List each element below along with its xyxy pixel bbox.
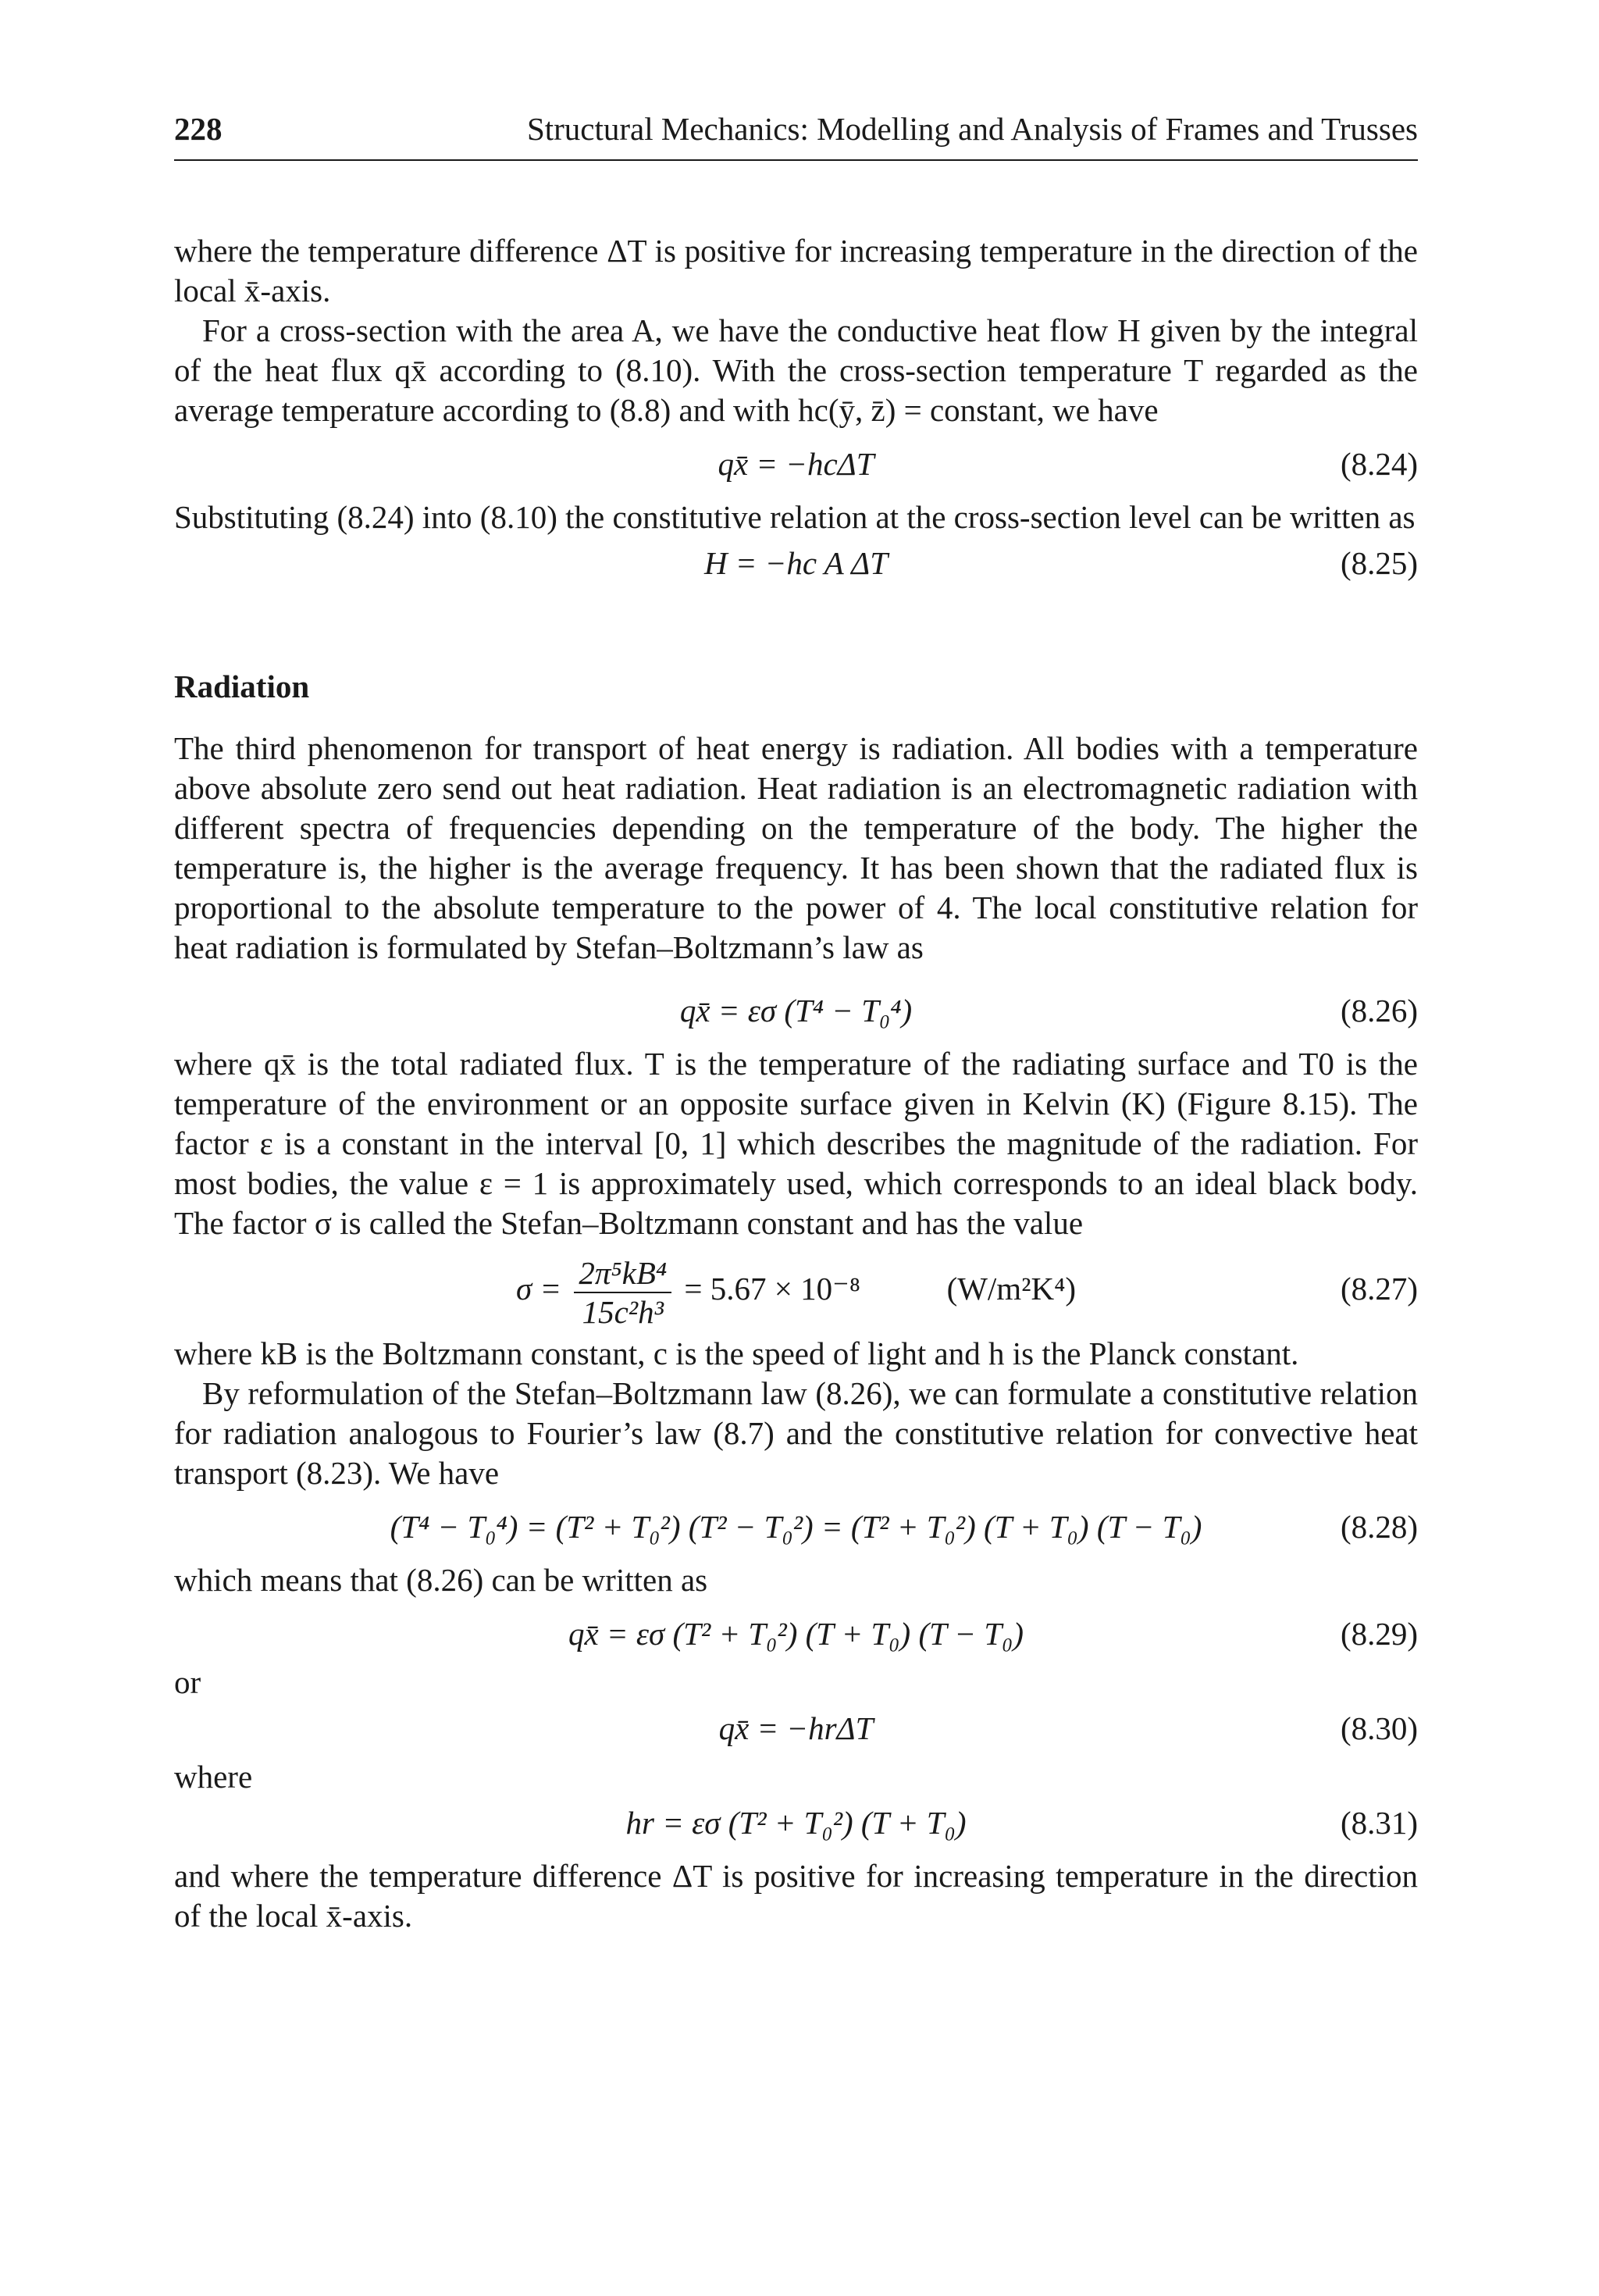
equation-8-28-expression: (T⁴ − T₀⁴) = (T² + T₀²) (T² − T₀²) = (T² + T₀²) (T + T₀) (T − T₀) [390,1509,1202,1545]
equation-8-24-number: (8.24) [1340,446,1418,482]
equation-8-24 [174,438,1418,490]
page [174,109,1418,1936]
word-where: where [174,1759,253,1795]
equation-8-27 [174,1243,1418,1334]
equation-8-27-number: (8.27) [1340,1271,1418,1307]
paragraph-radiated-flux: where qx̄ is the total radiated flux. T is the temperature of the radiating surface and T0 is the temperature of the environment or an opposite surface given in Kelvin (K) (Figure 8.15). The factor ε is a constant in the interval [0, 1] which describes the magnitude of the radiation. For most bodies, the value ε = 1 is approximately used, which corresponds to an ideal black body. The factor σ is called the Stefan–Boltzmann constant and has the value [174,1046,1418,1241]
equation-8-30 [174,1702,1418,1754]
equation-8-28-number: (8.28) [1340,1509,1418,1545]
equation-8-30-expression: qx̄ = −hrΔT [718,1710,874,1746]
equation-8-27-denominator: 15c²h³ [582,1293,664,1330]
paragraph-reformulation: By reformulation of the Stefan–Boltzmann law (8.26), we can formulate a constitutive relation for radiation analogous to Fourier’s law (8.7) and the constitutive relation for convective heat transport (8.23). We have [174,1375,1418,1491]
equation-8-24-expression: qx̄ = −hcΔT [718,446,874,482]
equation-8-31 [174,1797,1418,1849]
paragraph-substituting: Substituting (8.24) into (8.10) the constitutive relation at the cross-section level can be written as [174,499,1416,535]
equation-8-25-number: (8.25) [1340,545,1418,581]
equation-8-25-expression: H = −hc A ΔT [703,545,889,581]
running-head [174,109,1418,161]
equation-8-26-expression: qx̄ = εσ (T⁴ − T₀⁴) [679,993,913,1029]
equation-8-29-number: (8.29) [1340,1616,1418,1652]
equation-8-29 [174,1608,1418,1660]
equation-8-30-number: (8.30) [1340,1710,1418,1746]
equation-8-28 [174,1501,1418,1553]
section-heading-radiation: Radiation [174,668,310,704]
equation-8-27-fraction [574,1254,671,1331]
paragraph-boltzmann-constant: where kB is the Boltzmann constant, c is the speed of light and h is the Planck constant. [174,1335,1299,1371]
page-number: 228 [174,111,223,147]
paragraph-conductive-heat-flow: For a cross-section with the area A, we have the conductive heat flow H given by the integral of the heat flux qx̄ according to (8.10). With the cross-section temperature T regarded as the average temperature according to (8.8) and with hc(ȳ, z̄) = constant, we have [174,312,1418,428]
equation-8-27-lhs: σ = [515,1271,562,1307]
equation-8-29-expression: qx̄ = εσ (T² + T₀²) (T + T₀) (T − T₀) [568,1616,1024,1652]
equation-8-26 [174,985,1418,1036]
paragraph-which-means: which means that (8.26) can be written as [174,1562,708,1598]
equation-8-26-number: (8.26) [1340,993,1418,1029]
equation-8-25 [174,537,1418,589]
book-title: Structural Mechanics: Modelling and Analysis of Frames and Trusses [526,111,1418,147]
equation-8-31-number: (8.31) [1340,1805,1418,1841]
paragraph-closing-temperature-difference: and where the temperature difference ΔT is positive for increasing temperature in the direction of the local x̄-axis. [174,1858,1418,1934]
word-or: or [174,1664,201,1700]
equation-8-27-unit: (W/m²K⁴) [946,1271,1077,1307]
paragraph-temperature-difference: where the temperature difference ΔT is positive for increasing temperature in the direction of the local x̄-axis. [174,233,1418,308]
equation-8-27-numerator: 2π⁵kB⁴ [574,1254,671,1293]
equation-8-27-rhs: = 5.67 × 10⁻⁸ [684,1271,861,1307]
paragraph-radiation-intro: The third phenomenon for transport of heat energy is radiation. All bodies with a temperature above absolute zero send out heat radiation. Heat radiation is an electromagnetic radiation with different spectra of frequencies depending on the temperature of the body. The higher the temperature is, the higher is the average frequency. It has been shown that the radiated flux is proportional to the absolute temperature to the power of 4. The local constitutive relation for heat radiation is formulated by Stefan–Boltzmann’s law as [174,730,1418,965]
equation-8-31-expression: hr = εσ (T² + T₀²) (T + T₀) [625,1805,967,1841]
equation-8-27-body [515,1254,1077,1330]
